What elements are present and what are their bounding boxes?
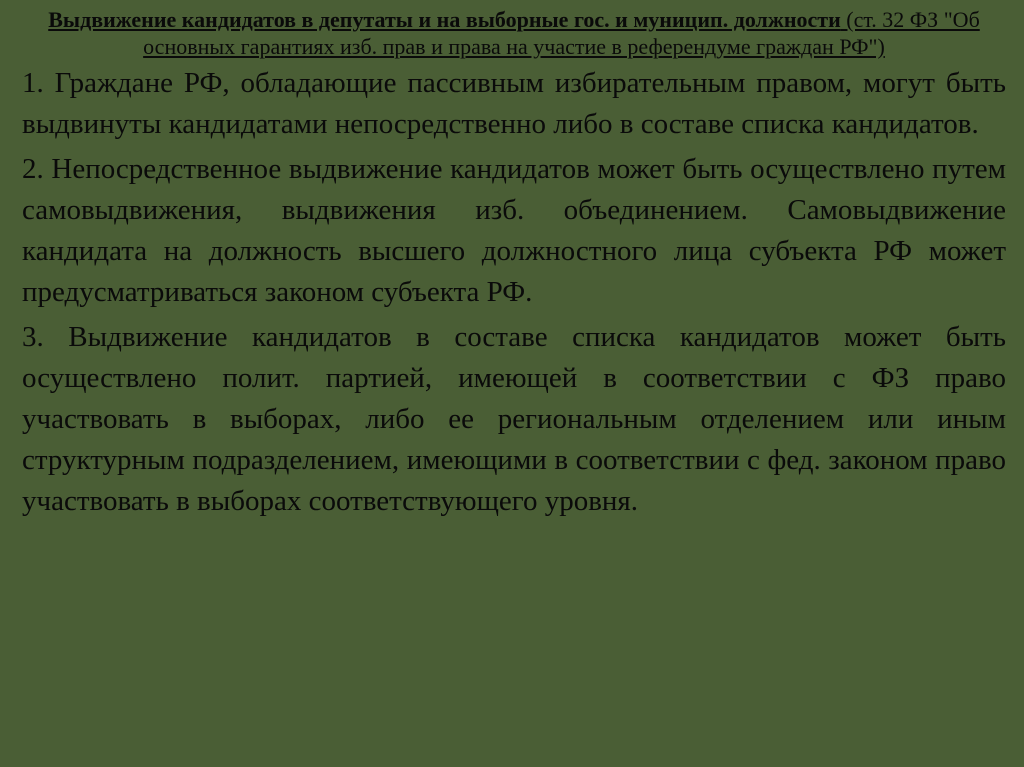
title-bold-part: Выдвижение кандидатов в депутаты и на выборные гос. и муницип. должности xyxy=(48,7,841,32)
paragraph-1: 1. Граждане РФ, обладающие пассивным избирательным правом, могут быть выдвинуты кандидатами непосредственно либо в составе списка кандидатов. xyxy=(22,67,1006,140)
title-normal-part: (ст. 32 ФЗ "Об основных гарантиях изб. прав и права на участие в референдуме граждан РФ") xyxy=(143,7,980,59)
slide-title xyxy=(22,6,1006,60)
paragraph-3: 3. Выдвижение кандидатов в составе списка кандидатов может быть осуществлено полит. партией, имеющей в соответствии с ФЗ право участвовать в выборах, либо ее региональным отделением или иным структурным подразделением, имеющими в соответствии с фед. законом право участвовать в выборах соответствующего уровня. xyxy=(22,321,1006,517)
paragraph-2: 2. Непосредственное выдвижение кандидатов может быть осуществлено путем самовыдвижения, выдвижения изб. объединением. Самовыдвижение кандидата на должность высшего должностного лица субъекта РФ может предусматриваться законом субъекта РФ. xyxy=(22,153,1006,308)
